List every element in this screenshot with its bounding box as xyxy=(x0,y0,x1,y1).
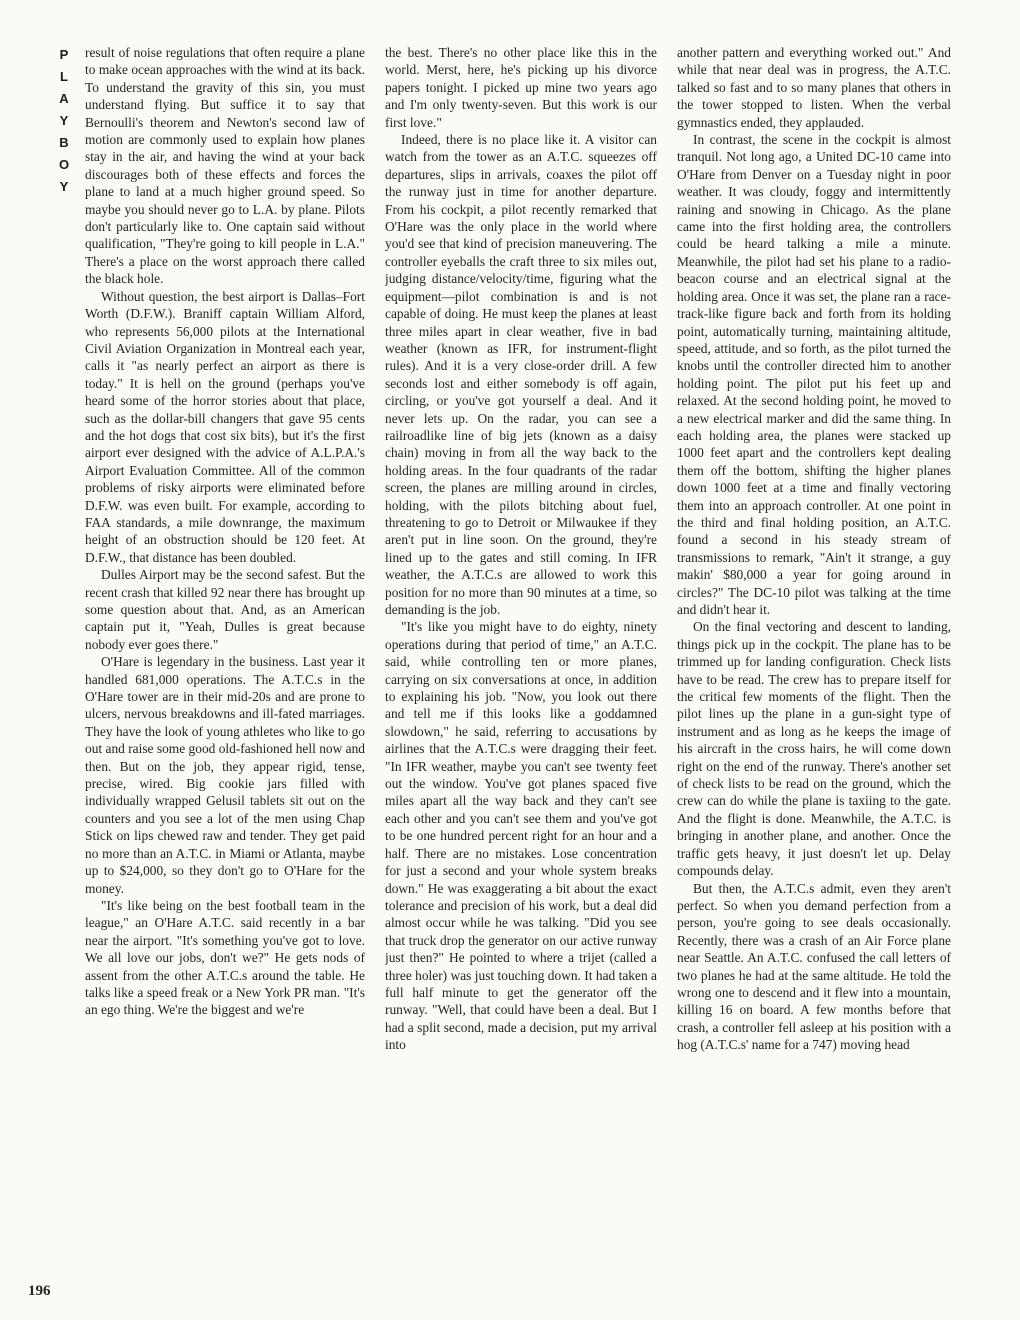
paragraph: Indeed, there is no place like it. A visitor can watch from the tower as an A.T.C. squeezes off departures, slips in arrivals, coaxes the pilot off the runway just in time for another departure. From his cockpit, a pilot recently remarked that O'Hare was the only place in the world where you'd see that kind of precision maneuvering. The controller eyeballs the craft three to six miles out, judging distance/velocity/time, figuring what the equipment—pilot combination is and is not capable of doing. He must keep the planes at least three miles apart in clear weather, five in bad weather (known as IFR, for instrument-flight rules). And it is a very close-order drill. A few seconds lost and either somebody is off again, circling, or you've got yourself a deal. And it never lets up. On the radar, you can see a railroadlike line of big jets (known as a daisy chain) moving in from all the way back to the holding areas. In the four quadrants of the radar screen, the planes are milling around in circles, holding, with the pilots bitching about fuel, threatening to go to Detroit or Milwaukee if they aren't put in line soon. On the ground, they're lined up to the gates and still coming. In IFR weather, the A.T.C.s are allowed to work this position for no more than 90 minutes at a time, so demanding is the job. xyxy=(385,132,657,617)
paragraph: another pattern and everything worked out." And while that near deal was in progress, the A.T.C. talked so fast and to so many planes that others in the tower stopped to listen. When the verbal gymnastics ended, they applauded. xyxy=(677,45,951,130)
paragraph: the best. There's no other place like this in the world. Merst, here, he's picking up his divorce papers tonight. I picked up mine two years ago and I'm only twenty-seven. But this work is our first love." xyxy=(385,45,657,130)
paragraph: Dulles Airport may be the second safest. But the recent crash that killed 92 near there has brought up some question about that. And, as an American captain put it, "Yeah, Dulles is great because nobody ever goes there." xyxy=(85,567,365,652)
text-column-3 xyxy=(677,44,951,1309)
paragraph: In contrast, the scene in the cockpit is almost tranquil. Not long ago, a United DC-10 came into O'Hare from Denver on a Tuesday night in poor weather. It was cloudy, foggy and intermittently raining and snowing in Chicago. As the plane came into the first holding area, the controllers could be heard talking a mile a minute. Meanwhile, the pilot had set his plane to a radio-beacon course and an electrical signal at the holding area. Once it was set, the plane ran a race-track-like figure back and forth from its holding point, automatically turning, maintaining altitude, speed, attitude, and so forth, as the pilot turned the knobs until the controller directed him to another holding point. The pilot put his feet up and relaxed. At the second holding point, he moved to a new electrical marker and did the same thing. In each holding area, the planes were stacked up 1000 feet apart and the controllers kept dealing them off the bottom, shifting the higher planes down 1000 feet at a time and finally vectoring them into an approach controller. At one point in the third and final holding position, an A.T.C. found a second in his steady stream of transmissions to remark, "Ain't it strange, a guy makin' $80,000 a year for going around in circles?" The DC-10 pilot was talking at the time and didn't hear it. xyxy=(677,132,951,617)
text-column-1 xyxy=(85,44,365,1309)
paragraph: Without question, the best airport is Dallas–Fort Worth (D.F.W.). Braniff captain William Alford, who represents 56,000 pilots at the International Civil Aviation Organization in Montreal each year, calls it "as nearly perfect an airport as there is today." It is hell on the ground (perhaps you've heard some of the horror stories about that place, such as the dollar-bill changers that gave 95 cents and the hot dogs that cost six bits), but it's the first airport ever designed with the advice of A.L.P.A.'s Airport Evaluation Committee. All of the common problems of risky airports were eliminated before D.F.W. was even built. For example, according to FAA standards, a mile downrange, the maximum height of an obstruction should be 120 feet. At D.F.W., that distance has been doubled. xyxy=(85,288,365,565)
paragraph: "It's like you might have to do eighty, ninety operations during that period of time," an A.T.C. said, while controlling ten or more planes, carrying on six conversations at once, in addition to explaining his job. "Now, you look out there and tell me if this looks like a goddamned slowdown," he said, referring to accusations by airlines that the A.T.C.s were dragging their feet. "In IFR weather, maybe you can't see twenty feet out the window. You've got planes spaced five miles apart all the way back and they can't see each other and you can't see them and you've got to be one hundred percent right for an hour and a half. There are no mistakes. Lose concentration for just a second and your whole system breaks down." He was exaggerating a bit about the exact tolerance and precision of his work, but a deal did almost occur while he was talking. "Did you see that truck drop the generator on our active runway just then?" He pointed to where a trijet (called a three holer) was just touching down. It had taken a full half minute to get the generator off the runway. "Well, that could have been a deal. But I had a split second, made a decision, put my arrival into xyxy=(385,619,657,1053)
paragraph: On the final vectoring and descent to landing, things pick up in the cockpit. The plane has to be trimmed up for landing configuration. Check lists have to be read. The crew has to prepare itself for the critical few moments of the flight. Then the pilot lines up the plane in a gun-sight type of instrument and as long as he keeps the image of his aircraft in the cross hairs, he will come down right on the end of the runway. There's another set of check lists to be read on the ground, which the crew can do while the plane is taxiing to the gate. And the flight is done. Meanwhile, the A.T.C. is bringing in another plane, and another. Once the traffic gets heavy, it just doesn't let up. Delay compounds delay. xyxy=(677,619,951,879)
masthead: PLAYBOY xyxy=(58,47,70,194)
paragraph: But then, the A.T.C.s admit, even they aren't perfect. So when you demand perfection from a person, you're going to see deals occasionally. Recently, there was a crash of an Air Force plane near Seattle. An A.T.C. confused the call letters of two planes he had at the same altitude. He told the wrong one to descend and it flew into a mountain, killing 16 on board. A few months before that crash, a controller fell asleep at his position with a hog (A.T.C.s' name for a 747) moving head xyxy=(677,880,951,1053)
text-column-2 xyxy=(385,44,657,1309)
paragraph: O'Hare is legendary in the business. Last year it handled 681,000 operations. The A.T.C.s in the O'Hare tower are in their mid-20s and are prone to ulcers, nervous breakdowns and ill-fated marriages. They have the look of young athletes who like to go out and raise some good old-fashioned hell now and then. But on the job, they appear rigid, tense, precise, wired. Big cookie jars filled with individually wrapped Gelusil tablets sit out on the counters and you see a lot of the men using Chap Stick on lips chewed raw and tender. They get paid no more than an A.T.C. in Miami or Atlanta, maybe up to $24,000, so they don't go to O'Hare for the money. xyxy=(85,654,365,896)
paragraph: "It's like being on the best football team in the league," an O'Hare A.T.C. said recently in a bar near the airport. "It's something you've got to love. We all love our jobs, don't we?" He gets nods of assent from the other A.T.C.s around the table. He talks like a speed freak or a New York PR man. "It's an ego thing. We're the biggest and we're xyxy=(85,897,365,1018)
page-number: 196 xyxy=(28,1283,51,1299)
paragraph: result of noise regulations that often require a plane to make ocean approaches with the wind at its back. To understand the gravity of this sin, you must understand flying. But suffice it to say that Bernoulli's theorem and Newton's second law of motion are commonly used to explain how planes stay in the air, and having the wind at your back discourages both of these effects and forces the plane to land at a much higher ground speed. So maybe you should never go to L.A. by plane. Pilots don't particularly like to. One captain said without qualification, "They're going to kill people in L.A." There's a place on the worst approach there called the black hole. xyxy=(85,45,365,287)
